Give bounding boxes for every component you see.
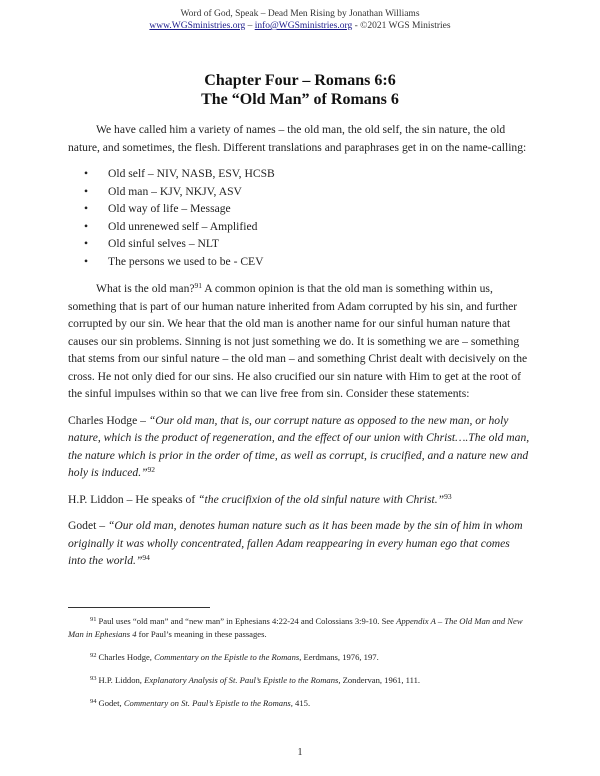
old-man-paragraph: What is the old man?$^{91}$ A common opinion is that the old man is something within us, something that is part of our human nature inherited from Adam corrupted by his sin, and further corrupted by our sin. We hear that the old man is another name for our sinful human nature that causes our sin problems. Sinning is not just something we do. It is something we are – something that stems from our sinful nature – the old man – and something Christ dealt with decisively on the cross. He not only died for our sins. He also crucified our sin nature with Him to get at the root of the sinful impulses within so that we can live free from sin. Consider these statements: <box>68 281 528 400</box>
bullet-icon: • <box>84 237 89 250</box>
page-header <box>0 8 600 32</box>
bullet-icon: • <box>84 202 89 215</box>
quote-text: “Our old man, that is, our corrupt nature as opposed to the new man, or holy nature, which is the product of regeneration, and the effect of our union with Christ….The old man, the nature which is prior in the order of time, as well as corrupt, is crucified, and a nature new and holy is induced.” <box>68 413 530 479</box>
intro-paragraph: We have called him a variety of names – the old man, the old self, the sin nature, the old nature, and sometimes, the flesh. Different translations and paraphrases get in on the name-calling: <box>68 123 527 154</box>
quote-hodge <box>68 412 530 482</box>
quote-author: Godet – <box>68 519 108 532</box>
quote-liddon <box>68 491 530 509</box>
footnotes-section <box>68 615 530 720</box>
email-link[interactable]: info@WGSministries.org <box>254 21 353 31</box>
chapter-title-line2: The “Old Man” of Romans 6 <box>201 91 399 108</box>
website-link[interactable]: www.WGSministries.org <box>149 21 246 31</box>
list-item: • Old way of life – Message <box>68 200 530 218</box>
list-item: • Old man – KJV, NKJV, ASV <box>68 183 530 201</box>
quote-text: “the crucifixion of the old sinful nature with Christ.” <box>198 492 445 506</box>
translations-list <box>68 165 530 270</box>
copyright-text: - ©2021 WGS Ministries <box>352 21 451 31</box>
quote-godet <box>68 517 530 570</box>
bullet-icon: • <box>84 184 89 198</box>
footnote-ref-93[interactable]: 93 <box>444 491 452 501</box>
footnote-92: $^{92}$ Charles Hodge, Commentary on the Epistle to the Romans, Eerdmans, 1976, 197. <box>90 652 379 662</box>
footnote-94: $^{94}$ Godet, Commentary on St. Paul’s Epistle to the Romans, 415. <box>90 698 311 708</box>
quote-text: “Our old man, denotes human nature such as it has been made by the sin of him in whom originally it was wholly concentrated, fallen Adam reappearing in every human ego that comes into the world.” <box>68 519 523 567</box>
bullet-icon: • <box>84 219 89 233</box>
list-item: • The persons we used to be - CEV <box>68 253 530 271</box>
header-title-line: Word of God, Speak – Dead Men Rising by Jonathan Williams <box>180 9 420 19</box>
footnote-ref-92[interactable]: 92 <box>147 465 156 474</box>
bullet-icon: • <box>84 167 89 180</box>
footnote-ref-91[interactable]: 91 <box>194 281 203 290</box>
footnote-91: $^{91}$ Paul uses “old man” and “new man” in Ephesians 4:22-24 and Colossians 3:9-10. See Appendix A – The Old Man and New Man in Ephesians 4 for Paul’s meaning in these passages. <box>68 616 523 639</box>
quote-author: Charles Hodge – <box>68 413 149 427</box>
footnote-93: $^{93}$ H.P. Liddon, Explanatory Analysis of St. Paul’s Epistle to the Romans, Zondervan, 1961, 111. <box>90 675 421 685</box>
quote-author: H.P. Liddon – He speaks of <box>68 492 199 506</box>
header-links-line <box>0 20 600 32</box>
header-separator: – <box>245 21 255 31</box>
bullet-icon: • <box>84 254 89 268</box>
list-item: • Old sinful selves – NLT <box>68 235 530 253</box>
chapter-title-line1: Chapter Four – Romans 6:6 <box>204 72 396 89</box>
list-item: • Old unrenewed self – Amplified <box>68 218 530 236</box>
footnote-divider <box>68 607 210 608</box>
main-content <box>68 121 530 570</box>
list-item: • Old self – NIV, NASB, ESV, HCSB <box>68 165 530 183</box>
chapter-title <box>0 71 600 109</box>
page-number: 1 <box>297 747 303 758</box>
footnote-ref-94[interactable]: 94 <box>142 553 150 562</box>
